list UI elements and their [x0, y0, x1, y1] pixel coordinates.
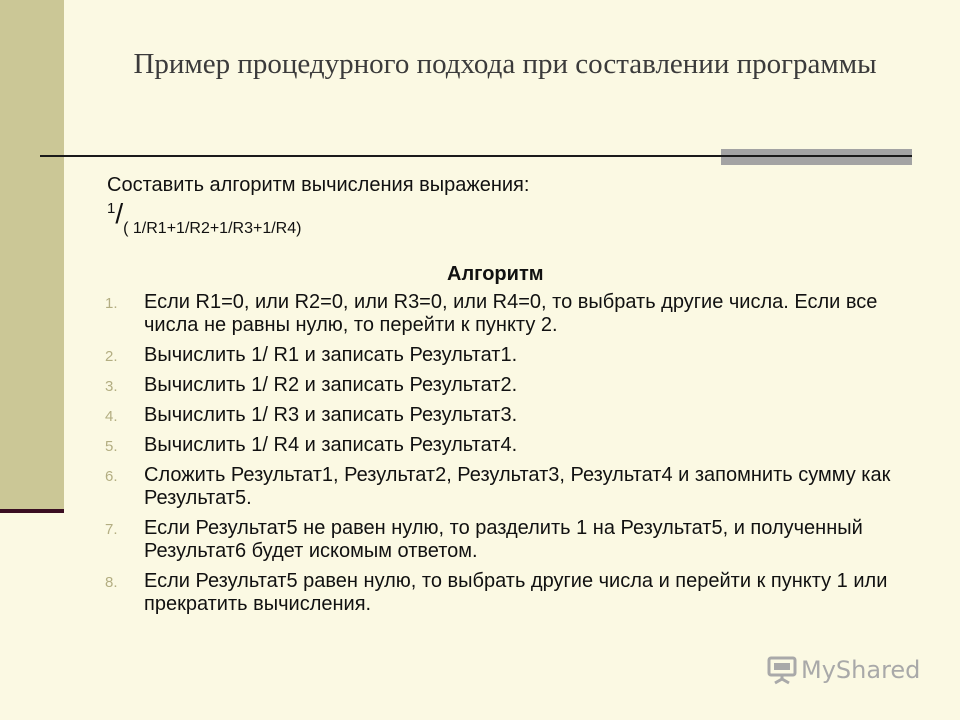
algorithm-step: [105, 570, 895, 616]
task-statement: Составить алгоритм вычисления выражения:: [107, 174, 530, 196]
algorithm-steps: [105, 291, 895, 623]
step-text: Если R1=0, или R2=0, или R3=0, или R4=0, то выбрать другие числа. Если все числа не равны нулю, то перейти к пункту 2.: [144, 291, 878, 336]
step-text: Вычислить 1/ R1 и записать Результат1.: [144, 344, 518, 366]
step-text: Вычислить 1/ R3 и записать Результат3.: [144, 404, 518, 426]
formula-numerator: 1: [107, 200, 116, 217]
algorithm-heading: Алгоритм: [447, 263, 544, 285]
formula: [107, 198, 302, 237]
algorithm-step: [105, 344, 895, 367]
algorithm-step: [105, 404, 895, 427]
step-number: 4.: [105, 408, 118, 425]
formula-denominator: ( 1/R1+1/R2+1/R3+1/R4): [123, 220, 302, 237]
step-number: 5.: [105, 438, 118, 455]
step-text: Если Результат5 равен нулю, то выбрать другие числа и перейти к пункту 1 или прекратить вычисления.: [144, 570, 888, 615]
step-number: 3.: [105, 378, 118, 395]
step-text: Сложить Результат1, Результат2, Результат3, Результат4 и запомнить сумму как Результат5.: [144, 464, 891, 509]
step-text: Если Результат5 не равен нулю, то разделить 1 на Результат5, и полученный Результат6 будет искомым ответом.: [144, 517, 863, 562]
watermark-text: MyShared: [801, 656, 921, 684]
algorithm-step: [105, 291, 895, 337]
step-number: 7.: [105, 521, 118, 538]
algorithm-step: [105, 517, 895, 563]
step-text: Вычислить 1/ R2 и записать Результат2.: [144, 374, 518, 396]
watermark: [767, 655, 920, 685]
side-decoration-line: [0, 509, 64, 513]
step-number: 8.: [105, 574, 118, 591]
side-decoration-bar: [0, 0, 64, 511]
algorithm-step: [105, 464, 895, 510]
step-text: Вычислить 1/ R4 и записать Результат4.: [144, 434, 518, 456]
algorithm-step: [105, 434, 895, 457]
slide-title: Пример процедурного подхода при составлении программы: [133, 48, 877, 80]
step-number: 6.: [105, 468, 118, 485]
step-number: 2.: [105, 348, 118, 365]
algorithm-step: [105, 374, 895, 397]
title-divider-accent: [721, 149, 912, 165]
presentation-board-icon: [767, 655, 797, 685]
formula-slash: /: [115, 198, 124, 229]
step-number: 1.: [105, 295, 118, 312]
